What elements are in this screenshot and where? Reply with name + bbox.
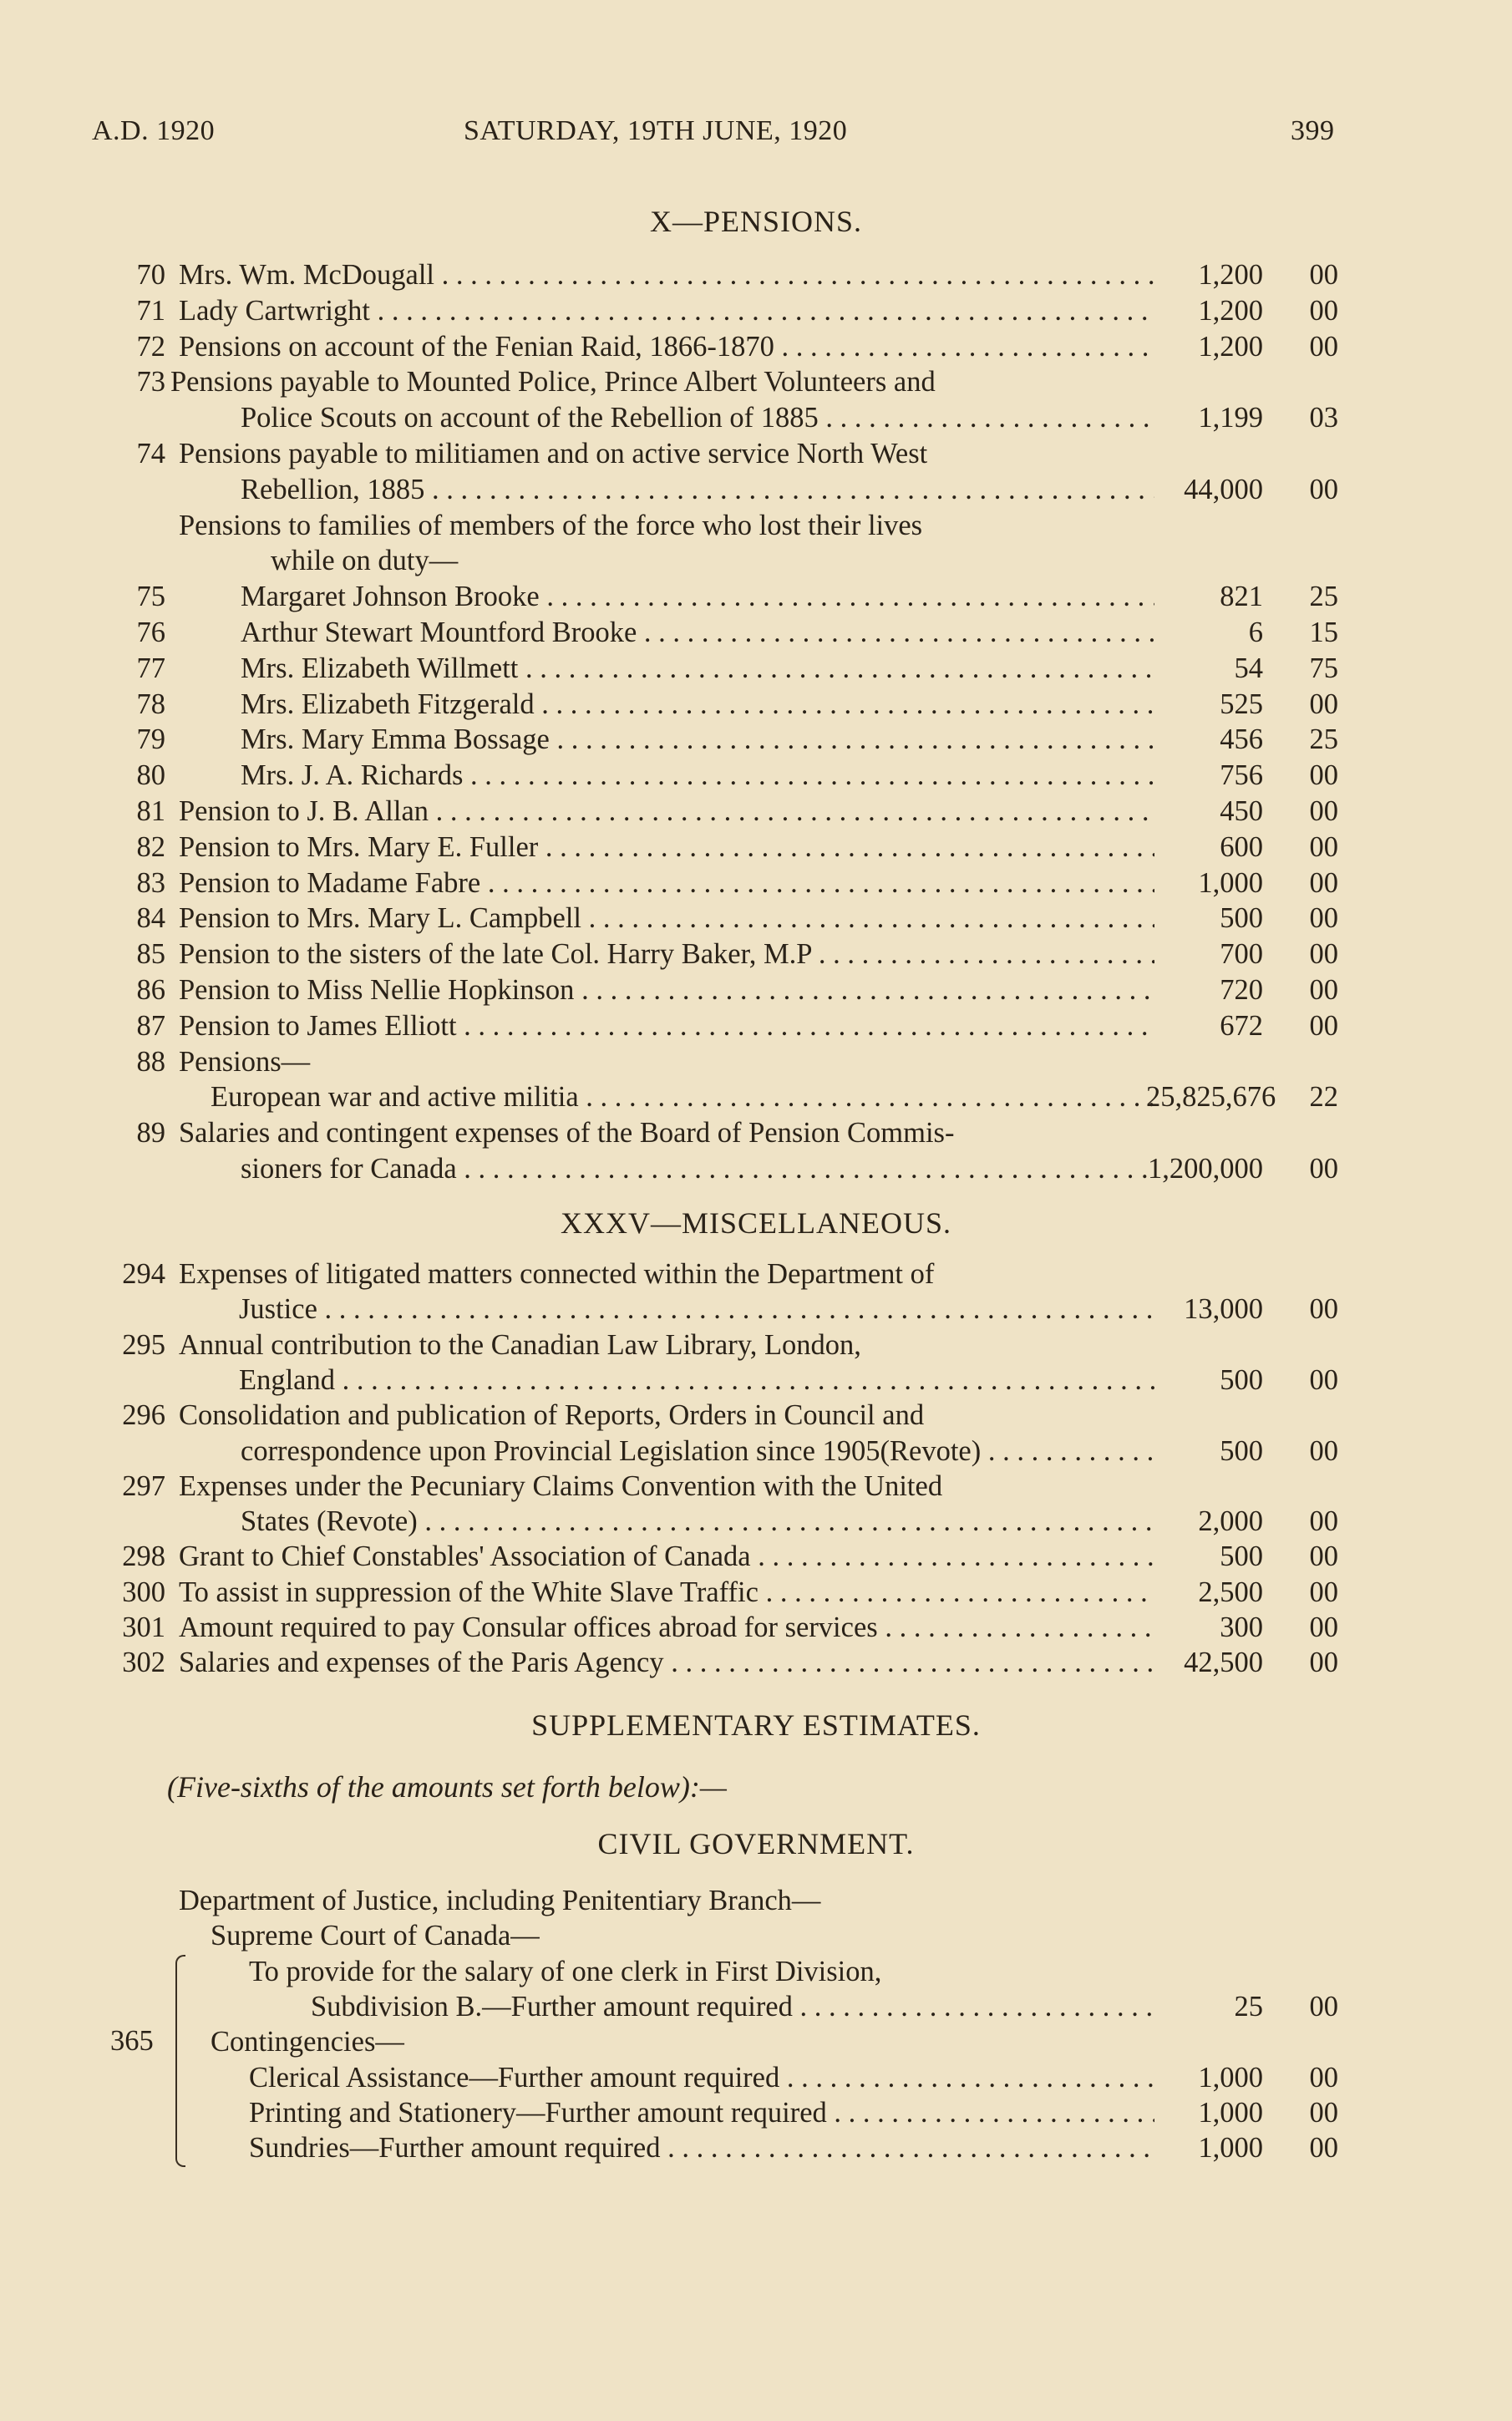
- item-description: Mrs. Mary Emma Bossage . . .: [241, 721, 1154, 758]
- amount-dollars: 1,200: [1198, 259, 1263, 291]
- line-item: [0, 1917, 1512, 1954]
- item-number: 76: [136, 617, 165, 648]
- line-item: [0, 471, 1512, 508]
- item-number: 302: [122, 1647, 165, 1679]
- item-description: Consolidation and publication of Reports, Orders in Council and: [179, 1399, 925, 1432]
- item-description: Pension to Miss Nellie Hopkinson . . .: [179, 972, 1154, 1008]
- item-description: Arthur Stewart Mountford Brooke . . .: [241, 614, 1154, 651]
- amount-dollars: 2,000: [1198, 1505, 1263, 1538]
- item-number: 79: [136, 723, 165, 756]
- line-item: [0, 578, 1512, 615]
- line-item: [0, 542, 1512, 579]
- item-description: Department of Justice, including Penitentiary Branch—: [179, 1885, 821, 1916]
- line-item: [0, 1609, 1512, 1646]
- item-number: 70: [136, 259, 165, 291]
- amount-cents: 00: [1309, 1153, 1338, 1185]
- amount-dollars: 500: [1220, 1540, 1263, 1573]
- amount-dollars: 6: [1248, 617, 1263, 648]
- item-description: Amount required to pay Consular offices abroad for services . . .: [179, 1609, 1154, 1646]
- item-number: 300: [122, 1576, 165, 1608]
- line-item: [0, 1503, 1512, 1540]
- brace-mark: [175, 1955, 185, 2167]
- amount-dollars: 1,000: [1198, 866, 1263, 899]
- item-description: Printing and Stationery—Further amount required . . .: [249, 2094, 1154, 2131]
- line-item: [0, 256, 1512, 293]
- amount-dollars: 13,000: [1184, 1293, 1263, 1326]
- item-description: Mrs. Elizabeth Fitzgerald . . .: [241, 686, 1154, 723]
- amount-cents: 00: [1309, 1540, 1338, 1573]
- item-description: Supreme Court of Canada—: [211, 1920, 540, 1952]
- line-item: [0, 2094, 1512, 2131]
- item-description: Mrs. Elizabeth Willmett . . .: [241, 650, 1154, 687]
- item-description: England . . .: [239, 1362, 1154, 1398]
- line-item: [0, 721, 1512, 758]
- item-number: 74: [136, 438, 165, 469]
- line-item: [0, 650, 1512, 687]
- amount-dollars: 525: [1220, 688, 1263, 720]
- item-description: Pension to Mrs. Mary E. Fuller . . .: [179, 829, 1154, 865]
- amount-dollars: 1,000: [1198, 2132, 1263, 2165]
- line-item: [0, 900, 1512, 936]
- item-description: Mrs. J. A. Richards . . .: [241, 757, 1154, 794]
- amount-dollars: 25,825,676: [1146, 1081, 1276, 1114]
- amount-cents: 00: [1309, 1647, 1338, 1679]
- line-item: [0, 1150, 1512, 1187]
- supplementary-heading: SUPPLEMENTARY ESTIMATES.: [531, 1708, 981, 1742]
- page-number: 399: [1291, 115, 1335, 146]
- amount-cents: 00: [1309, 1990, 1338, 2023]
- amount-dollars: 500: [1220, 1363, 1263, 1396]
- line-item: [0, 1988, 1512, 2025]
- item-description: Pensions—: [179, 1045, 311, 1078]
- item-description: Justice . . .: [239, 1291, 1154, 1327]
- item-number: 295: [122, 1328, 165, 1361]
- line-item: [0, 292, 1512, 329]
- line-item: [0, 1468, 1512, 1505]
- line-item: [0, 2129, 1512, 2166]
- line-item: [0, 1538, 1512, 1575]
- item-description: sioners for Canada . . .: [241, 1150, 1154, 1187]
- amount-dollars: 700: [1220, 938, 1263, 971]
- line-item: [0, 793, 1512, 830]
- header-date: SATURDAY, 19TH JUNE, 1920: [464, 115, 848, 146]
- amount-dollars: 54: [1234, 652, 1263, 684]
- line-item: [0, 757, 1512, 794]
- amount-dollars: 300: [1220, 1611, 1263, 1643]
- amount-cents: 00: [1309, 795, 1338, 827]
- amount-dollars: 1,200: [1198, 294, 1263, 327]
- item-description: Pensions to families of members of the force who lost their lives: [179, 509, 923, 541]
- item-description: correspondence upon Provincial Legislation since 1905(Revote) . . .: [241, 1433, 1154, 1469]
- amount-cents: 00: [1309, 473, 1338, 505]
- amount-cents: 00: [1309, 1293, 1338, 1326]
- amount-dollars: 1,200: [1198, 330, 1263, 363]
- misc-heading: XXXV—MISCELLANEOUS.: [561, 1206, 951, 1240]
- item-description: Pensions payable to militiamen and on active service North West: [179, 438, 928, 469]
- amount-cents: 00: [1309, 759, 1338, 792]
- line-item: [0, 614, 1512, 651]
- item-description: Mrs. Wm. McDougall . . .: [179, 256, 1154, 293]
- item-number: 75: [136, 581, 165, 613]
- line-item: [0, 2023, 1512, 2060]
- amount-cents: 00: [1309, 1505, 1338, 1538]
- amount-dollars: 456: [1220, 723, 1263, 756]
- amount-dollars: 2,500: [1198, 1576, 1263, 1608]
- line-item: [0, 1043, 1512, 1080]
- amount-cents: 00: [1309, 330, 1338, 363]
- line-item: [0, 1433, 1512, 1469]
- pensions-heading: X—PENSIONS.: [649, 205, 863, 238]
- amount-cents: 00: [1309, 866, 1338, 899]
- amount-dollars: 720: [1220, 974, 1263, 1006]
- amount-dollars: 672: [1220, 1009, 1263, 1042]
- item-number: 82: [136, 830, 165, 863]
- item-number: 77: [136, 652, 165, 684]
- amount-dollars: 500: [1220, 1434, 1263, 1467]
- item-number: 83: [136, 866, 165, 899]
- line-item: [0, 1882, 1512, 1919]
- item-number: 88: [136, 1045, 165, 1078]
- civil-heading: CIVIL GOVERNMENT.: [597, 1827, 915, 1860]
- amount-dollars: 1,199: [1198, 402, 1263, 434]
- line-item: [0, 399, 1512, 436]
- item-description: Contingencies—: [211, 2026, 404, 2058]
- item-number: 78: [136, 688, 165, 720]
- item-description: Grant to Chief Constables' Association of Canada . . .: [179, 1538, 1154, 1575]
- item-description: Pension to Madame Fabre . . .: [179, 865, 1154, 901]
- amount-cents: 00: [1309, 1576, 1338, 1608]
- amount-cents: 25: [1309, 723, 1338, 756]
- amount-dollars: 821: [1220, 581, 1263, 613]
- item-description: Lady Cartwright . . .: [179, 292, 1154, 329]
- line-item: [0, 1953, 1512, 1990]
- amount-cents: 00: [1309, 938, 1338, 971]
- amount-dollars: 450: [1220, 795, 1263, 827]
- item-description: Pensions on account of the Fenian Raid, 1866-1870 . . .: [179, 328, 1154, 365]
- line-item: [0, 435, 1512, 472]
- amount-dollars: 42,500: [1184, 1647, 1263, 1679]
- item-description: Pension to the sisters of the late Col. Harry Baker, M.P . . .: [179, 936, 1154, 972]
- item-number: 80: [136, 759, 165, 792]
- item-number: 301: [122, 1611, 165, 1643]
- line-item: [0, 686, 1512, 723]
- line-item: [0, 507, 1512, 544]
- item-description: Expenses under the Pecuniary Claims Convention with the United: [179, 1469, 943, 1502]
- amount-cents: 03: [1309, 402, 1338, 434]
- line-item: [0, 865, 1512, 901]
- line-item: [0, 1007, 1512, 1044]
- item-description: Expenses of litigated matters connected within the Department of: [179, 1258, 935, 1290]
- line-item: [0, 1291, 1512, 1327]
- item-number: 298: [122, 1540, 165, 1573]
- item-description: Salaries and expenses of the Paris Agency . . .: [179, 1644, 1154, 1681]
- amount-cents: 00: [1309, 2132, 1338, 2165]
- item-number: 73: [136, 366, 165, 398]
- header-year: A.D. 1920: [92, 115, 216, 146]
- amount-dollars: 600: [1220, 830, 1263, 863]
- amount-dollars: 756: [1220, 759, 1263, 792]
- item-description: while on duty—: [271, 545, 459, 577]
- amount-cents: 00: [1309, 2096, 1338, 2129]
- item-description: Rebellion, 1885 . . .: [241, 471, 1154, 508]
- item-number: 84: [136, 902, 165, 935]
- item-description: Margaret Johnson Brooke . . .: [241, 578, 1154, 615]
- line-item: [0, 363, 1512, 400]
- amount-cents: 22: [1309, 1081, 1338, 1114]
- line-item: [0, 829, 1512, 865]
- item-number: 87: [136, 1009, 165, 1042]
- item-description: Sundries—Further amount required . . .: [249, 2129, 1154, 2166]
- line-item: [0, 2059, 1512, 2096]
- line-item: [0, 1114, 1512, 1151]
- item-number: 72: [136, 330, 165, 363]
- line-item: [0, 1362, 1512, 1398]
- item-description: Pensions payable to Mounted Police, Prince Albert Volunteers and: [170, 366, 936, 398]
- amount-cents: 00: [1309, 1363, 1338, 1396]
- item-description: Salaries and contingent expenses of the Board of Pension Commis-: [179, 1117, 955, 1150]
- amount-cents: 00: [1309, 1434, 1338, 1467]
- item-description: Pension to Mrs. Mary L. Campbell . . .: [179, 900, 1154, 936]
- item-description: States (Revote) . . .: [241, 1503, 1154, 1540]
- line-item: [0, 328, 1512, 365]
- item-description: European war and active militia . . .: [211, 1079, 1154, 1115]
- amount-cents: 25: [1309, 581, 1338, 613]
- item-description: Annual contribution to the Canadian Law Library, London,: [179, 1328, 861, 1361]
- item-number: 81: [136, 795, 165, 827]
- line-item: [0, 1256, 1512, 1292]
- amount-cents: 15: [1309, 617, 1338, 648]
- amount-dollars: 500: [1220, 902, 1263, 935]
- amount-dollars: 1,000: [1198, 2096, 1263, 2129]
- item-description: Police Scouts on account of the Rebellion of 1885 . . .: [241, 399, 1154, 436]
- amount-cents: 00: [1309, 974, 1338, 1006]
- item-description: To assist in suppression of the White Slave Traffic . . .: [179, 1574, 1154, 1611]
- item-number: 294: [122, 1258, 165, 1290]
- amount-cents: 00: [1309, 2061, 1338, 2094]
- item-description: To provide for the salary of one clerk in First Division,: [249, 1955, 882, 1987]
- line-item: [0, 972, 1512, 1008]
- line-item: [0, 1574, 1512, 1611]
- brace-item-number: 365: [110, 2025, 154, 2057]
- amount-cents: 00: [1309, 1611, 1338, 1643]
- item-number: 71: [136, 294, 165, 327]
- amount-cents: 00: [1309, 830, 1338, 863]
- line-item: [0, 1644, 1512, 1681]
- line-item: [0, 936, 1512, 972]
- amount-cents: 00: [1309, 1009, 1338, 1042]
- item-number: 297: [122, 1469, 165, 1502]
- amount-dollars: 1,000: [1198, 2061, 1263, 2094]
- amount-cents: 75: [1309, 652, 1338, 684]
- amount-dollars: 25: [1234, 1990, 1263, 2023]
- item-number: 85: [136, 938, 165, 971]
- item-number: 89: [136, 1117, 165, 1150]
- amount-dollars: 44,000: [1184, 473, 1263, 505]
- item-description: Subdivision B.—Further amount required . . .: [311, 1988, 1154, 2025]
- supplementary-subtitle: (Five-sixths of the amounts set forth below):—: [167, 1770, 727, 1804]
- item-description: Pension to James Elliott . . .: [179, 1007, 1154, 1044]
- item-number: 86: [136, 974, 165, 1006]
- item-number: 296: [122, 1399, 165, 1432]
- line-item: [0, 1327, 1512, 1363]
- amount-cents: 00: [1309, 259, 1338, 291]
- amount-cents: 00: [1309, 688, 1338, 720]
- item-description: Pension to J. B. Allan . . .: [179, 793, 1154, 830]
- amount-dollars: 1,200,000: [1148, 1153, 1263, 1185]
- line-item: [0, 1397, 1512, 1434]
- line-item: [0, 1079, 1512, 1115]
- amount-cents: 00: [1309, 294, 1338, 327]
- amount-cents: 00: [1309, 902, 1338, 935]
- item-description: Clerical Assistance—Further amount required . . .: [249, 2059, 1154, 2096]
